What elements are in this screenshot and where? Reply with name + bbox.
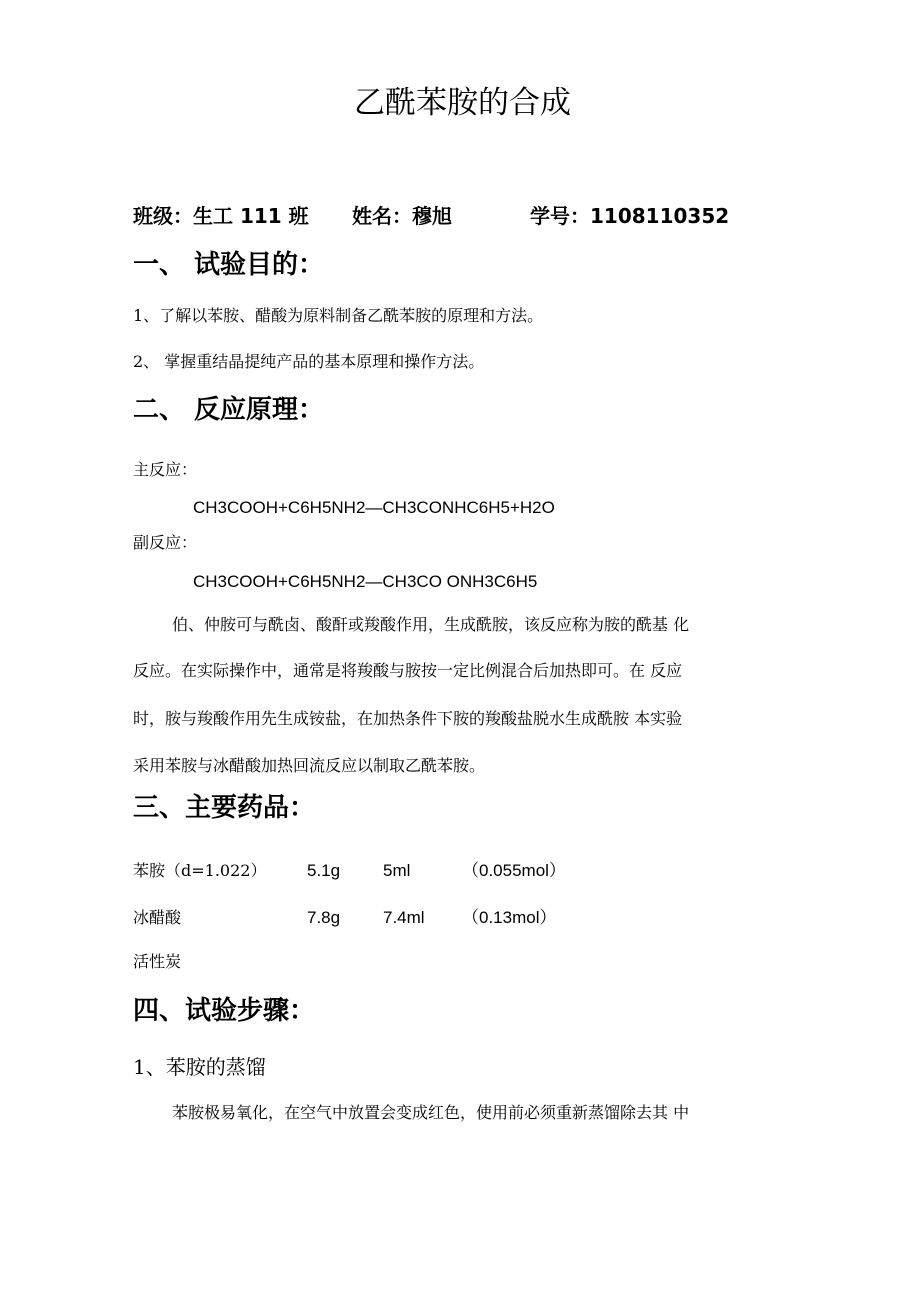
reagent-volume: 7.4ml xyxy=(383,908,425,927)
student-id: 学号：1108110352 xyxy=(530,204,730,228)
purpose-item: 2、 掌握重结晶提纯产品的基本原理和操作方法。 xyxy=(133,352,485,371)
section-heading-principle: 二、 反应原理： xyxy=(133,395,325,425)
paragraph-line: 时，胺与羧酸作用先生成铵盐，在加热条件下胺的羧酸盐脱水生成酰胺 本实验 xyxy=(133,709,683,728)
step-subheading: 1、苯胺的蒸馏 xyxy=(133,1055,266,1079)
reagent-mass: 5.1g xyxy=(307,861,341,880)
side-reaction-equation: CH3COOH+C6H5NH2—CH3CO ONH3C6H5 xyxy=(193,572,538,591)
section-heading-reagents: 三、主要药品： xyxy=(133,793,316,823)
main-reaction-label: 主反应： xyxy=(133,460,198,479)
reagent-mol: （0.055mol） xyxy=(462,861,566,880)
reagent-volume: 5ml xyxy=(383,861,411,880)
section-heading-steps: 四、试验步骤： xyxy=(133,996,316,1026)
reagent-mass: 7.8g xyxy=(307,908,341,927)
reagent-name: 活性炭 xyxy=(133,952,182,971)
side-reaction-label: 副反应： xyxy=(133,533,198,552)
student-name: 姓名：穆旭 xyxy=(352,204,452,228)
purpose-item: 1、了解以苯胺、醋酸为原料制备乙酰苯胺的原理和方法。 xyxy=(133,306,544,325)
reagent-mol: （0.13mol） xyxy=(462,908,557,927)
paragraph-line: 苯胺极易氧化，在空气中放置会变成红色，使用前必须重新蒸馏除去其 中 xyxy=(172,1103,690,1122)
reagent-name: 冰醋酸 xyxy=(133,908,182,927)
class-info: 班级：生工 111 班 xyxy=(133,204,309,228)
paragraph-line: 采用苯胺与冰醋酸加热回流反应以制取乙酰苯胺。 xyxy=(133,756,486,775)
main-reaction-equation: CH3COOH+C6H5NH2—CH3CONHC6H5+H2O xyxy=(193,498,555,517)
paragraph-line: 伯、仲胺可与酰卤、酸酐或羧酸作用，生成酰胺，该反应称为胺的酰基 化 xyxy=(172,615,690,634)
paragraph-line: 反应。在实际操作中，通常是将羧酸与胺按一定比例混合后加热即可。在 反应 xyxy=(133,661,683,680)
document-title: 乙酰苯胺的合成 xyxy=(354,85,571,121)
reagent-name: 苯胺（d=1.022） xyxy=(133,861,267,880)
section-heading-purpose: 一、 试验目的： xyxy=(133,250,325,280)
